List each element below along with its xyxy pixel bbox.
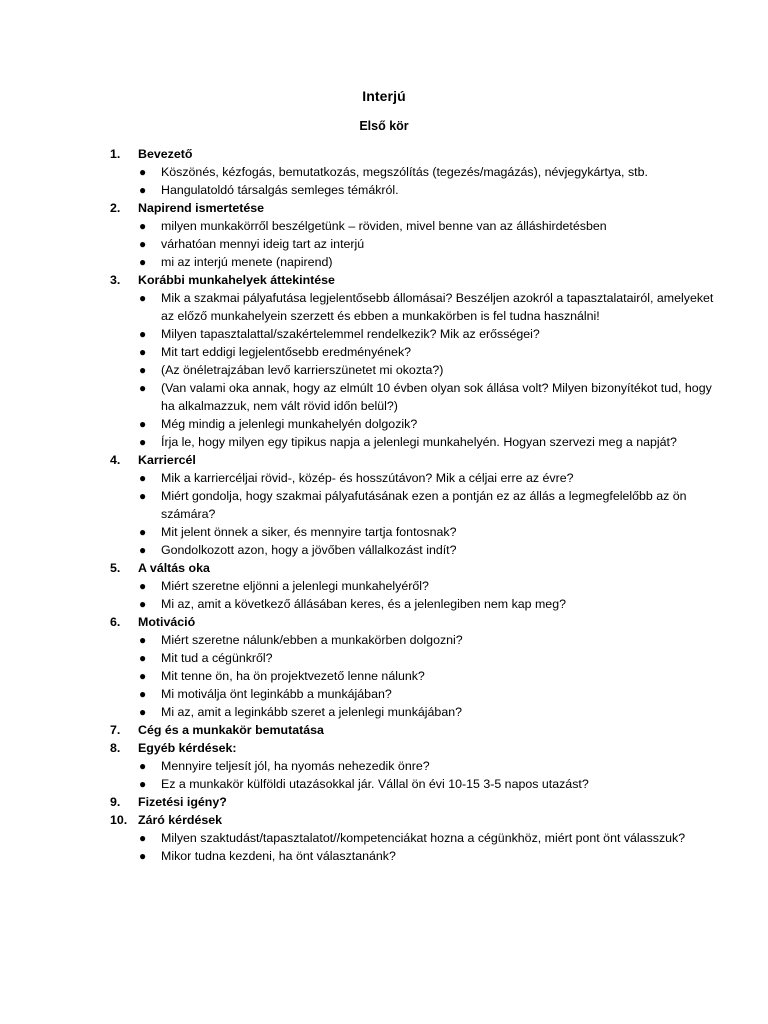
bullet-item	[110, 757, 720, 775]
bullet-dot-icon: ●	[139, 777, 147, 791]
bullet-dot-icon: ●	[139, 831, 147, 845]
bullet-list	[110, 217, 720, 271]
bullet-item	[110, 577, 720, 595]
bullet-text: Mit tud a cégünkről?	[161, 651, 273, 665]
bullet-text: Miért gondolja, hogy szakmai pályafutásának ezen a pontján ez az állás a legmegfelelőbb az ön számára?	[161, 489, 687, 521]
bullet-text: Miért szeretne nálunk/ebben a munkakörben dolgozni?	[161, 633, 463, 647]
outline-section	[110, 613, 720, 721]
bullet-text: Mit tenne ön, ha ön projektvezető lenne nálunk?	[161, 669, 425, 683]
bullet-text: Mi az, amit a leginkább szeret a jelenlegi munkájában?	[161, 705, 462, 719]
bullet-item	[110, 595, 720, 613]
bullet-item	[110, 469, 720, 487]
bullet-dot-icon: ●	[139, 669, 147, 683]
document-subtitle: Első kör	[359, 119, 409, 133]
section-number: 4.	[110, 453, 121, 467]
bullet-dot-icon: ●	[139, 345, 147, 359]
bullet-item	[110, 217, 720, 235]
section-heading	[110, 145, 720, 163]
bullet-dot-icon: ●	[139, 237, 147, 251]
bullet-item	[110, 253, 720, 271]
outline-section	[110, 451, 720, 559]
section-title: Cég és a munkakör bemutatása	[138, 723, 324, 737]
bullet-item	[110, 829, 720, 847]
bullet-item	[110, 685, 720, 703]
section-title: Napirend ismertetése	[138, 201, 265, 215]
bullet-item	[110, 235, 720, 253]
bullet-text: mi az interjú menete (napirend)	[161, 255, 333, 269]
section-title: Motiváció	[138, 615, 196, 629]
bullet-text: Miért szeretne eljönni a jelenlegi munkahelyéről?	[161, 579, 429, 593]
section-heading	[110, 811, 720, 829]
section-title: A váltás oka	[138, 561, 210, 575]
bullet-dot-icon: ●	[139, 543, 147, 557]
bullet-item	[110, 379, 720, 415]
section-number: 3.	[110, 273, 121, 287]
bullet-list	[110, 631, 720, 721]
section-title: Fizetési igény?	[138, 795, 227, 809]
section-title: Záró kérdések	[138, 813, 223, 827]
section-heading	[110, 199, 720, 217]
section-heading	[110, 613, 720, 631]
bullet-item	[110, 415, 720, 433]
section-number: 7.	[110, 723, 121, 737]
bullet-dot-icon: ●	[139, 633, 147, 647]
bullet-dot-icon: ●	[139, 525, 147, 539]
bullet-text: (Az önéletrajzában levő karrierszünetet mi okozta?)	[161, 363, 444, 377]
section-heading	[110, 721, 720, 739]
bullet-text: Mi motiválja önt leginkább a munkájában?	[161, 687, 392, 701]
bullet-dot-icon: ●	[139, 687, 147, 701]
section-title: Karriercél	[138, 453, 196, 467]
section-number: 2.	[110, 201, 121, 215]
outline-section	[110, 793, 720, 811]
outline-section	[110, 199, 720, 271]
bullet-item	[110, 523, 720, 541]
section-heading	[110, 739, 720, 757]
bullet-text: Mik a karriercéljai rövid-, közép- és hosszútávon? Mik a céljai erre az évre?	[161, 471, 574, 485]
bullet-text: Mikor tudna kezdeni, ha önt választanánk?	[161, 849, 396, 863]
outline-section	[110, 721, 720, 739]
bullet-item	[110, 667, 720, 685]
bullet-text: Hangulatoldó társalgás semleges témákról.	[161, 183, 399, 197]
bullet-list	[110, 469, 720, 559]
section-heading	[110, 271, 720, 289]
outline-section	[110, 559, 720, 613]
bullet-dot-icon: ●	[139, 363, 147, 377]
bullet-dot-icon: ●	[139, 327, 147, 341]
bullet-dot-icon: ●	[139, 579, 147, 593]
bullet-item	[110, 289, 720, 325]
section-title: Korábbi munkahelyek áttekintése	[138, 273, 335, 287]
bullet-text: (Van valami oka annak, hogy az elmúlt 10 évben olyan sok állása volt? Milyen bizonyítékot tud, hogy ha alkalmazzuk, nem vált rövid időn belül?)	[161, 381, 712, 413]
section-heading	[110, 559, 720, 577]
bullet-dot-icon: ●	[139, 597, 147, 611]
bullet-text: várhatóan mennyi ideig tart az interjú	[161, 237, 365, 251]
outline-section	[110, 739, 720, 793]
bullet-text: Írja le, hogy milyen egy tipikus napja a jelenlegi munkahelyén. Hogyan szervezi meg a napját?	[161, 435, 677, 449]
bullet-list	[110, 577, 720, 613]
bullet-text: Még mindig a jelenlegi munkahelyén dolgozik?	[161, 417, 418, 431]
bullet-list	[110, 829, 720, 865]
bullet-list	[110, 289, 720, 451]
section-number: 1.	[110, 147, 121, 161]
outline-section	[110, 811, 720, 865]
bullet-dot-icon: ●	[139, 165, 147, 179]
bullet-item	[110, 631, 720, 649]
outline-section	[110, 145, 720, 199]
bullet-text: Gondolkozott azon, hogy a jövőben vállalkozást indít?	[161, 543, 457, 557]
bullet-item	[110, 163, 720, 181]
bullet-text: Mi az, amit a következő állásában keres, és a jelenlegiben nem kap meg?	[161, 597, 566, 611]
bullet-dot-icon: ●	[139, 435, 147, 449]
section-title: Egyéb kérdések:	[138, 741, 237, 755]
section-number: 8.	[110, 741, 121, 755]
section-heading	[110, 793, 720, 811]
bullet-item	[110, 343, 720, 361]
outline-section	[110, 271, 720, 451]
bullet-text: Milyen tapasztalattal/szakértelemmel rendelkezik? Mik az erősségei?	[161, 327, 540, 341]
section-number: 10.	[110, 813, 128, 827]
bullet-text: Mit jelent önnek a siker, és mennyire tartja fontosnak?	[161, 525, 457, 539]
bullet-dot-icon: ●	[139, 489, 147, 503]
bullet-item	[110, 703, 720, 721]
bullet-item	[110, 847, 720, 865]
bullet-item	[110, 775, 720, 793]
section-heading	[110, 451, 720, 469]
bullet-item	[110, 487, 720, 523]
bullet-dot-icon: ●	[139, 219, 147, 233]
bullet-dot-icon: ●	[139, 381, 147, 395]
bullet-dot-icon: ●	[139, 471, 147, 485]
bullet-item	[110, 181, 720, 199]
bullet-text: milyen munkakörről beszélgetünk – röviden, mivel benne van az álláshirdetésben	[161, 219, 607, 233]
section-number: 6.	[110, 615, 121, 629]
bullet-dot-icon: ●	[139, 417, 147, 431]
bullet-list	[110, 163, 720, 199]
bullet-text: Milyen szaktudást/tapasztalatot//kompetenciákat hozna a cégünkhöz, miért pont önt válasszuk?	[161, 831, 686, 845]
bullet-text: Ez a munkakör külföldi utazásokkal jár. Vállal ön évi 10-15 3-5 napos utazást?	[161, 777, 589, 791]
bullet-item	[110, 433, 720, 451]
bullet-text: Mik a szakmai pályafutása legjelentősebb állomásai? Beszéljen azokról a tapasztalatairól, amelyeket az előző munkahelyein szerzett és ebben a munkakörben is fel tudna használni!	[161, 291, 714, 323]
bullet-text: Mennyire teljesít jól, ha nyomás nehezedik önre?	[161, 759, 430, 773]
bullet-list	[110, 757, 720, 793]
bullet-item	[110, 361, 720, 379]
bullet-text: Mit tart eddigi legjelentősebb eredményének?	[161, 345, 412, 359]
section-number: 5.	[110, 561, 121, 575]
bullet-item	[110, 649, 720, 667]
bullet-dot-icon: ●	[139, 849, 147, 863]
bullet-item	[110, 541, 720, 559]
bullet-dot-icon: ●	[139, 183, 147, 197]
interview-outline	[110, 145, 720, 865]
document-title: Interjú	[362, 88, 406, 104]
section-title: Bevezető	[138, 147, 193, 161]
bullet-dot-icon: ●	[139, 651, 147, 665]
bullet-dot-icon: ●	[139, 291, 147, 305]
bullet-dot-icon: ●	[139, 255, 147, 269]
section-number: 9.	[110, 795, 121, 809]
bullet-dot-icon: ●	[139, 705, 147, 719]
bullet-text: Köszönés, kézfogás, bemutatkozás, megszólítás (tegezés/magázás), névjegykártya, stb.	[161, 165, 648, 179]
bullet-dot-icon: ●	[139, 759, 147, 773]
bullet-item	[110, 325, 720, 343]
